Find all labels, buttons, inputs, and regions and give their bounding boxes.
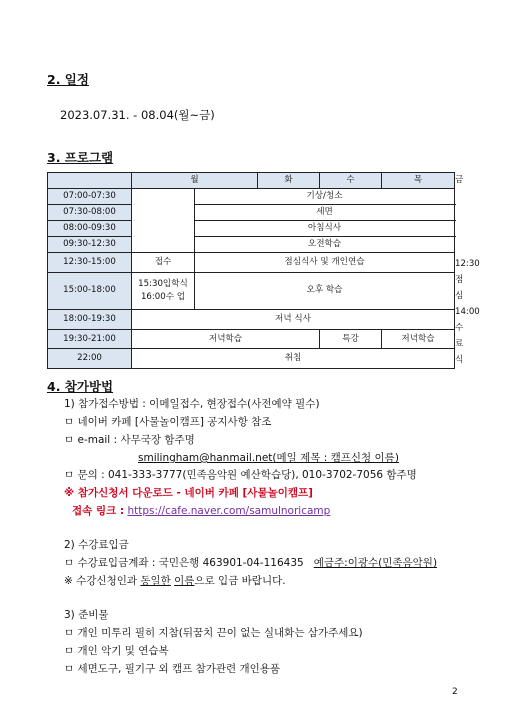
table-row: 12:30-15:00 접수 점심식사 및 개인연습 12:30점 심 14:00수료식 [48,253,455,273]
wash-cell: 세면 [195,205,455,221]
contact-line: ㅁ 문의 : 041-333-3777(민족음악원 예산학습당), 010-3702-7056 함주명 [64,469,417,481]
table-row [48,310,455,330]
header-day-mon: 월 [132,173,258,189]
email-address-link[interactable]: smilingham@hanmail.net [138,452,273,464]
table-row [48,272,455,310]
header-corner [48,173,132,189]
monday-morning-empty [132,189,195,253]
entrance-cell [132,272,195,310]
time-cell: 07:30-08:00 [48,205,132,221]
time-cell: 07:00-07:30 [48,189,132,205]
special-lecture-cell: 특강 [320,329,382,349]
table-row [48,237,455,253]
naver-cafe-line: ㅁ 네이버 카페 [사물놀이캠프] 공지사항 참조 [64,416,272,428]
reception-cell: 접수 [132,253,195,273]
header-day-wed: 수 [320,173,382,189]
supplies-item: ㅁ 세면도구, 필기구 외 캠프 참가관련 개인용품 [64,663,281,675]
deposit-notice [64,573,286,588]
table-row [48,221,455,237]
sleep-cell: 취침 [132,349,455,369]
deposit-notice-name: 이름 [174,575,195,587]
registration-method: 1) 참가접수방법 : 이메일접수, 현장접수(사전예약 필수) [64,398,320,410]
download-notice: ※ 참가신청서 다운로드 - 네이버 카페 [사물놀이캠프] [64,487,313,499]
pm-study-cell: 오후 학습 [195,272,455,310]
email-subject: (메일 제목 : 캠프신청 이름) [272,452,399,464]
program-table [47,172,480,369]
section-3-heading: 3. 프로그램 [47,150,114,165]
table-row [48,329,455,349]
access-link-line [72,503,330,518]
fee-title: 2) 수강료입금 [64,539,129,551]
time-cell: 09:30-12:30 [48,237,132,253]
account-holder: 예금주:이광수(민족음악원) [313,557,438,569]
wake-cell: 기상/청소 [195,189,455,205]
deposit-notice-post: 으로 입금 바랍니다. [194,575,286,587]
access-link-label: 접속 링크 : [72,505,125,517]
schedule-dates: 2023.07.31. - 08.04(월~금) [60,108,215,122]
account-info: ㅁ 수강료입금계좌 : 국민은행 463901-04-116435 [64,557,304,569]
supplies-item: ㅁ 개인 미투리 필히 지참(뒤꿈치 끈이 없는 실내화는 삼가주세요) [64,627,363,639]
supplies-title: 3) 준비물 [64,609,109,621]
section-2-heading: 2. 일정 [47,72,89,87]
header-day-tue: 화 [258,173,320,189]
header-day-thu: 목 [382,173,455,189]
supplies-item: ㅁ 개인 악기 및 연습복 [64,645,169,657]
time-cell: 15:00-18:00 [48,272,132,310]
deposit-notice-pre: ※ 수강신청인과 [64,575,141,587]
table-header-row: 월 화 수 목 금 [48,173,455,189]
cafe-url-link[interactable]: https://cafe.naver.com/samulnoricamp [127,505,331,517]
page-number: 2 [452,687,458,697]
table-row [48,349,455,369]
breakfast-cell: 아침식사 [195,221,455,237]
time-cell: 22:00 [48,349,132,369]
entrance-text: 15:30입학식 [138,278,188,289]
section-4-heading: 4. 참가방법 [47,379,114,394]
table-row [48,189,455,205]
email-address-line [138,450,399,465]
time-cell: 18:00-19:30 [48,310,132,330]
deposit-notice-same: 동일한 [140,575,171,587]
lunch-practice-cell: 점심식사 및 개인연습 [195,253,455,273]
dinner-cell: 저녁 식사 [132,310,455,330]
account-line [64,555,437,570]
table-row [48,205,455,221]
time-cell: 08:00-09:30 [48,221,132,237]
evening-study-cell: 저녁학습 [132,329,320,349]
email-line: ㅁ e-mail : 사무국장 함주명 [64,434,195,446]
class-start-text: 16:00수 업 [140,291,186,302]
evening-study-cell-2: 저녁학습 [382,329,455,349]
time-cell: 19:30-21:00 [48,329,132,349]
time-cell: 12:30-15:00 [48,253,132,273]
am-study-cell: 오전학습 [195,237,455,253]
